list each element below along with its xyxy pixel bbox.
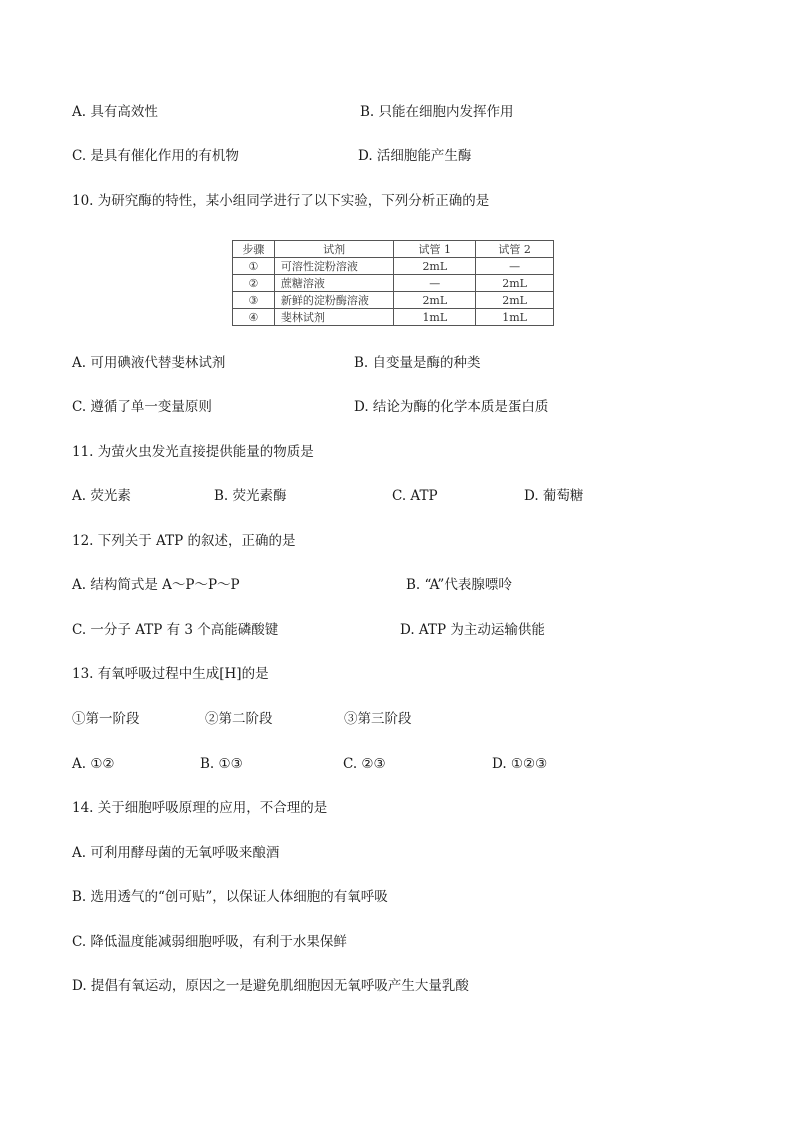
q10-stem: 10. 为研究酶的特性，某小组同学进行了以下实验，下列分析正确的是	[72, 193, 490, 209]
table-row	[233, 309, 554, 326]
q13-option-c: C. ②③	[343, 756, 386, 772]
table-cell: ②	[233, 275, 275, 292]
table-header-cell: 试剂	[274, 241, 394, 258]
table-row	[233, 258, 554, 275]
q14-option-b: B. 选用透气的“创可贴”，以保证人体细胞的有氧呼吸	[72, 889, 388, 905]
q9-option-d: D. 活细胞能产生酶	[358, 148, 472, 164]
q12-option-a: A. 结构简式是 A～P～P～P	[72, 577, 240, 593]
q9-option-a: A. 具有高效性	[72, 104, 158, 120]
q11-option-d: D. 葡萄糖	[524, 488, 584, 504]
q12-option-d: D. ATP 为主动运输供能	[400, 622, 545, 638]
q13-option-b: B. ①③	[200, 756, 243, 772]
table-cell: 斐林试剂	[274, 309, 394, 326]
q13-stem: 13. 有氧呼吸过程中生成[H]的是	[72, 666, 269, 682]
q12-stem: 12. 下列关于 ATP 的叙述，正确的是	[72, 533, 296, 549]
q14-option-c: C. 降低温度能减弱细胞呼吸，有利于水果保鲜	[72, 934, 347, 950]
q13-item-2: ②第二阶段	[205, 711, 273, 727]
table-cell: 蔗糖溶液	[274, 275, 394, 292]
q13-item-3: ③第三阶段	[344, 711, 412, 727]
table-cell: ③	[233, 292, 275, 309]
q11-option-b: B. 荧光素酶	[214, 488, 287, 504]
q10-option-d: D. 结论为酶的化学本质是蛋白质	[354, 399, 549, 415]
table-header-cell: 试管 1	[394, 241, 476, 258]
table-cell: 1mL	[476, 309, 554, 326]
q12-option-c: C. 一分子 ATP 有 3 个高能磷酸键	[72, 622, 279, 638]
table-row	[233, 275, 554, 292]
q11-stem: 11. 为萤火虫发光直接提供能量的物质是	[72, 444, 314, 460]
table-header-row	[233, 241, 554, 258]
q9-option-b: B. 只能在细胞内发挥作用	[360, 104, 514, 120]
table-cell: 2mL	[394, 258, 476, 275]
q10-option-a: A. 可用碘液代替斐林试剂	[72, 355, 226, 371]
table-cell: 2mL	[476, 292, 554, 309]
q12-option-b: B. “A”代表腺嘌呤	[406, 577, 512, 593]
q14-option-d: D. 提倡有氧运动，原因之一是避免肌细胞因无氧呼吸产生大量乳酸	[72, 978, 469, 994]
q13-item-1: ①第一阶段	[72, 711, 140, 727]
table-row	[233, 292, 554, 309]
q14-stem: 14. 关于细胞呼吸原理的应用，不合理的是	[72, 800, 328, 816]
table-cell: 2mL	[394, 292, 476, 309]
table-cell: —	[476, 258, 554, 275]
table-cell: 2mL	[476, 275, 554, 292]
table-cell: ④	[233, 309, 275, 326]
q10-option-c: C. 遵循了单一变量原则	[72, 399, 212, 415]
q11-option-c: C. ATP	[392, 488, 438, 504]
q11-option-a: A. 荧光素	[72, 488, 131, 504]
table-header-cell: 试管 2	[476, 241, 554, 258]
q13-option-d: D. ①②③	[492, 756, 548, 772]
table-cell: 可溶性淀粉溶液	[274, 258, 394, 275]
q13-option-a: A. ①②	[72, 756, 115, 772]
q9-option-c: C. 是具有催化作用的有机物	[72, 148, 239, 164]
table-cell: ①	[233, 258, 275, 275]
table-cell: —	[394, 275, 476, 292]
q14-option-a: A. 可利用酵母菌的无氧呼吸来酿酒	[72, 845, 280, 861]
table-cell: 1mL	[394, 309, 476, 326]
q10-option-b: B. 自变量是酶的种类	[354, 355, 481, 371]
table-cell: 新鲜的淀粉酶溶液	[274, 292, 394, 309]
q10-experiment-table	[232, 240, 554, 326]
table-header-cell: 步骤	[233, 241, 275, 258]
